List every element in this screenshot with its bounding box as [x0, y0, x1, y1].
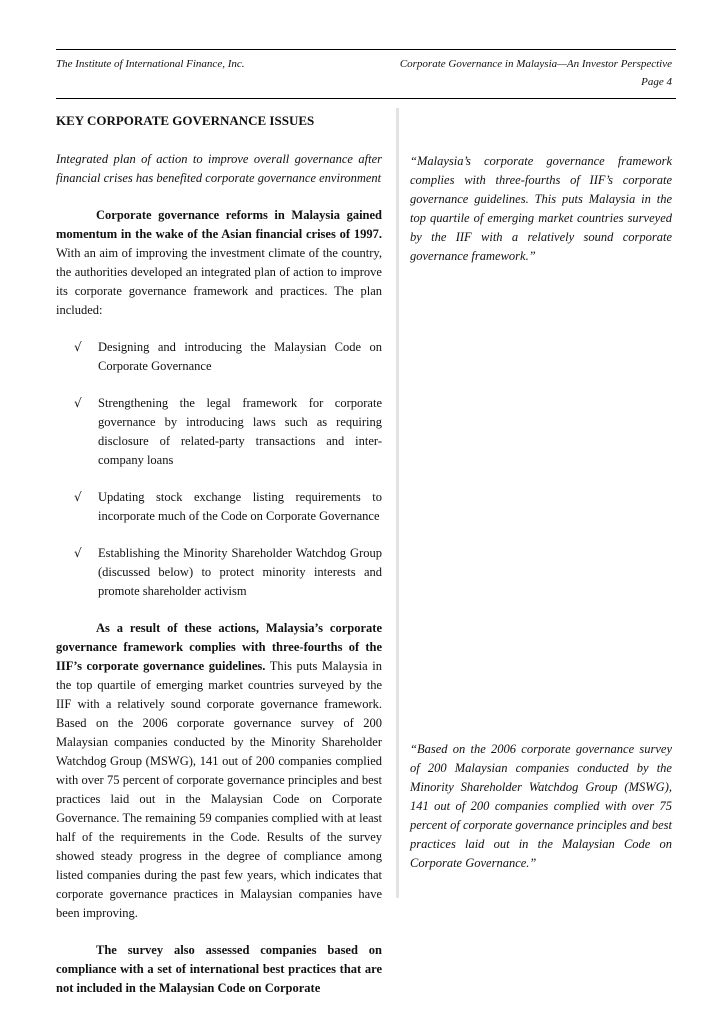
main-column [56, 150, 382, 1016]
header-page-number: Page 4 [641, 76, 672, 88]
paragraph-reforms-bold: Corporate governance reforms in Malaysia gained momentum in the wake of the Asian financial crises of 1997. [56, 208, 382, 241]
pull-quote-framework: “Malaysia’s corporate governance framework complies with three-fourths of IIF’s corporate governance guidelines. This puts Malaysia in the top quartile of emerging market countries surveyed by the IIF with a relatively sound corporate governance framework.” [410, 154, 672, 263]
header-top-rule [56, 49, 676, 50]
checklist-item [56, 544, 382, 601]
check-mark-icon: √ [74, 340, 82, 354]
checklist-item-text: Strengthening the legal framework for corporate governance by introducing laws such as requiring disclosure of related-party transactions and inter-company loans [98, 396, 382, 467]
column-divider [396, 108, 399, 898]
checklist-item-text: Establishing the Minority Shareholder Watchdog Group (discussed below) to protect minority interests and promote shareholder activism [98, 546, 382, 598]
section-title: KEY CORPORATE GOVERNANCE ISSUES [56, 113, 315, 128]
paragraph-survey [56, 941, 382, 998]
lead-in: Integrated plan of action to improve overall governance after financial crises has benefited corporate governance environment [56, 152, 382, 185]
pull-quote-survey: “Based on the 2006 corporate governance survey of 200 Malaysian companies conducted by the Minority Shareholder Watchdog Group (MSWG), 141 out of 200 companies complied with over 75 percent of corporate governance principles and best practices laid out in the Malaysian Code on Corporate Governance.” [410, 742, 672, 870]
check-mark-icon: √ [74, 546, 82, 560]
checklist-item [56, 394, 382, 470]
header-document-title: Corporate Governance in Malaysia—An Investor Perspective [399, 58, 672, 70]
paragraph-reforms-text: With an aim of improving the investment climate of the country, the authorities developed an integrated plan of action to improve its corporate governance framework and practices. The plan included: [56, 246, 382, 317]
checklist-item [56, 488, 382, 526]
checklist-item-text: Designing and introducing the Malaysian Code on Corporate Governance [98, 340, 382, 373]
paragraph-survey-bold: The survey also assessed companies based on compliance with a set of international best practices that are not included in the Malaysian Code on Corporate [56, 943, 382, 995]
checklist-item [56, 338, 382, 376]
paragraph-reforms [56, 206, 382, 320]
paragraph-results-text: This puts Malaysia in the top quartile of emerging market countries surveyed by the IIF with a relatively sound corporate governance framework. Based on the 2006 corporate governance survey of 200 Malaysian companies conducted by the Minority Shareholder Watchdog Group (MSWG), 141 out of 200 companies complied with over 75 percent of corporate governance principles and best practices laid out in the Malaysian Code on Corporate Governance. The remaining 59 companies complied with at least half of the requirements in the Code. Results of the survey showed steady progress in the degree of compliance among listed companies during the past few years, which indicates that corporate governance practices in Malaysian companies have been improving. [56, 659, 382, 920]
plan-checklist [56, 338, 382, 601]
check-mark-icon: √ [74, 396, 82, 410]
header-bottom-rule [56, 98, 676, 99]
check-mark-icon: √ [74, 490, 82, 504]
paragraph-results-bold: As a result of these actions, Malaysia’s corporate governance framework complies with three-fourths of the IIF’s corporate governance guidelines. [56, 621, 382, 673]
checklist-item-text: Updating stock exchange listing requirements to incorporate much of the Code on Corporate Governance [98, 490, 382, 523]
header-organization: The Institute of International Finance, Inc. [56, 58, 245, 70]
paragraph-results [56, 619, 382, 923]
